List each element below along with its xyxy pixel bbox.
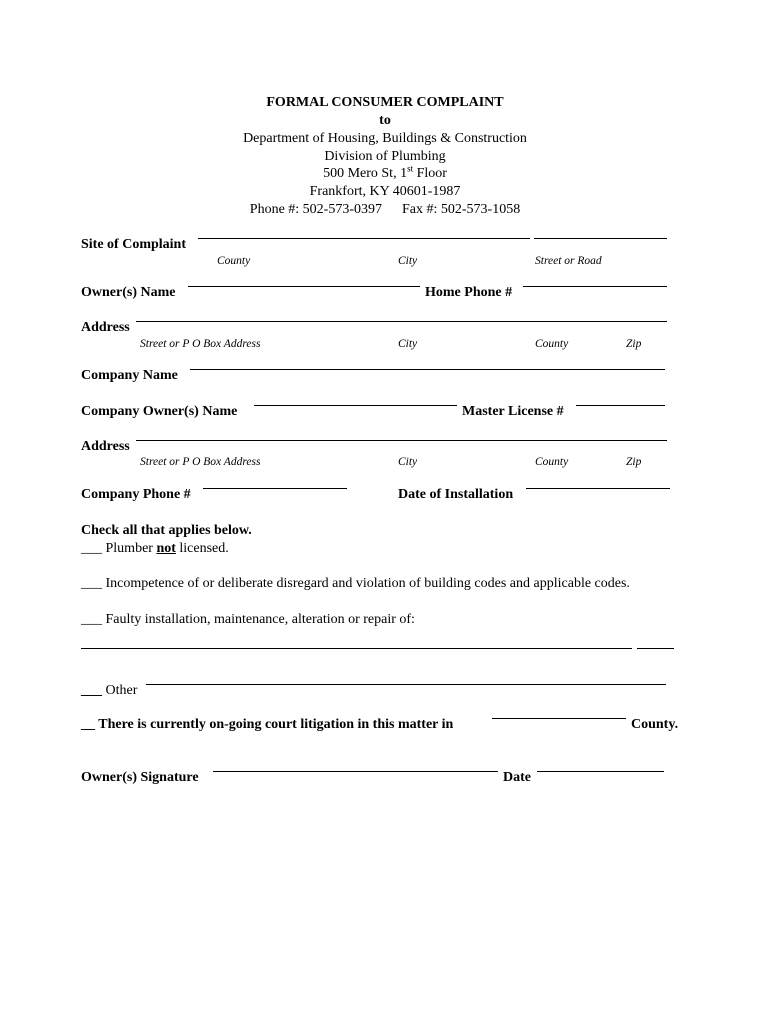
street-address: 500 Mero St, 1st Floor [323,163,447,181]
check-blank[interactable]: ___ [81,612,102,627]
company-zip-caption: Zip [626,456,642,468]
check-item-other: ___ Other [81,683,138,698]
site-county-caption: County [217,255,251,267]
division-name: Division of Plumbing [324,149,446,164]
site-county-city-field[interactable] [198,238,530,239]
litigation-county-label: County. [631,717,679,732]
company-owner-field[interactable] [254,405,457,406]
department-name: Department of Housing, Buildings & Construction [243,131,527,146]
check-blank[interactable]: ___ [81,576,102,591]
check-item-unlicensed: ___ Plumber not licensed. [81,541,229,556]
site-city-caption: City [398,255,418,267]
master-license-field[interactable] [576,405,665,406]
check-heading: Check all that applies below. [81,523,252,538]
company-street-caption: Street or P O Box Address [140,456,261,468]
owner-street-caption: Street or P O Box Address [140,338,261,350]
city-state-zip: Frankfort, KY 40601-1987 [309,184,461,199]
company-phone-field[interactable] [203,488,347,489]
signature-date-field[interactable] [537,771,664,772]
check-item-incompetence: ___ Incompetence of or deliberate disregard and violation of building codes and applicable codes. [81,576,630,591]
company-owner-label: Company Owner(s) Name [81,404,238,419]
owner-address-label: Address [81,320,130,335]
master-license-label: Master License # [462,404,564,419]
owner-city-caption: City [398,338,418,350]
company-city-caption: City [398,456,418,468]
site-street-caption: Street or Road [535,255,602,267]
faulty-description-field[interactable] [81,648,632,649]
phone-fax: Phone #: 502-573-0397 Fax #: 502-573-1058 [249,202,521,217]
company-address-label: Address [81,439,130,454]
company-address-field[interactable] [136,440,667,441]
company-county-caption: County [535,456,569,468]
company-name-label: Company Name [81,368,178,383]
form-to: to [379,113,391,128]
faulty-description-field-end[interactable] [637,648,674,649]
owner-address-field[interactable] [136,321,667,322]
company-phone-label: Company Phone # [81,487,191,502]
other-description-field[interactable] [146,684,666,685]
check-blank[interactable]: __ [81,717,95,732]
owner-county-caption: County [535,338,569,350]
installation-date-field[interactable] [526,488,670,489]
check-item-litigation: __ There is currently on-going court litigation in this matter in [81,717,454,732]
home-phone-label: Home Phone # [425,285,513,300]
site-of-complaint-label: Site of Complaint [81,237,186,252]
site-street-field[interactable] [534,238,667,239]
check-item-faulty: ___ Faulty installation, maintenance, alteration or repair of: [81,612,415,627]
owner-zip-caption: Zip [626,338,642,350]
owner-name-label: Owner(s) Name [81,285,176,300]
owner-name-field[interactable] [188,286,420,287]
home-phone-field[interactable] [523,286,667,287]
company-name-field[interactable] [190,369,665,370]
installation-date-label: Date of Installation [398,487,514,502]
signature-date-label: Date [503,770,531,785]
form-title: FORMAL CONSUMER COMPLAINT [266,95,504,110]
litigation-county-field[interactable] [492,718,626,719]
check-blank[interactable]: ___ [81,683,102,698]
owner-signature-label: Owner(s) Signature [81,770,199,785]
owner-signature-field[interactable] [213,771,498,772]
check-blank[interactable]: ___ [81,541,102,556]
